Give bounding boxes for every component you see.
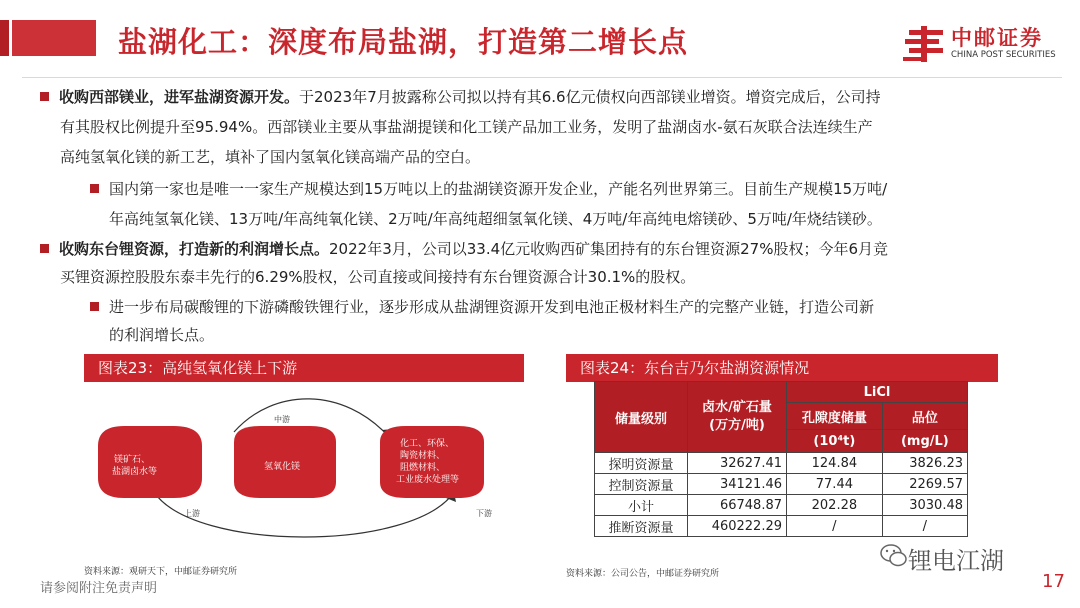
table-row — [595, 516, 968, 537]
header-accent-bar — [0, 20, 9, 56]
paragraph-2-text: 国内第一家也是唯一一家生产规模达到15万吨以上的盐湖镁资源开发企业，产能名列世界第三。目前生产规模15万吨/ — [109, 180, 888, 198]
square-bullet-icon — [90, 184, 99, 193]
figure-23-source: 资料来源：观研天下，中邮证券研究所 — [84, 567, 238, 577]
header-accent-block — [12, 20, 96, 56]
row-reserve: 124.84 — [787, 453, 883, 474]
paragraph-1-heading: 收购西部镁业，进军盐湖资源开发。 — [59, 88, 300, 106]
col-header-ore: 卤水/矿石量 (万方/吨) — [688, 382, 787, 453]
china-post-logo-icon — [903, 22, 947, 66]
upstream-text-2: 盐湖卤水等 — [112, 467, 158, 477]
watermark-text: 锂电江湖 — [908, 547, 1004, 575]
row-reserve: 77.44 — [787, 474, 883, 495]
row-ore: 460222.29 — [688, 516, 787, 537]
row-ore: 66748.87 — [688, 495, 787, 516]
label-downstream: 下游 — [476, 509, 492, 518]
row-reserve: / — [787, 516, 883, 537]
paragraph-4-text: 进一步布局碳酸锂的下游磷酸铁锂行业，逐步形成从盐湖锂资源开发到电池正极材料生产的完整产业链，打造公司新 — [109, 298, 875, 316]
lake-resource-table — [594, 381, 968, 537]
table-row — [595, 474, 968, 495]
row-name: 推断资源量 — [595, 516, 688, 537]
paragraph-3-text: 2022年3月，公司以33.4亿元收购西矿集团持有的东台锂资源27%股权；今年6月竞 — [329, 240, 889, 258]
paragraph-1-line-1 — [40, 82, 881, 112]
logo-english-name: CHINA POST SECURITIES — [951, 50, 1056, 60]
row-name: 控制资源量 — [595, 474, 688, 495]
row-grade: 3030.48 — [882, 495, 967, 516]
row-name: 探明资源量 — [595, 453, 688, 474]
row-grade: 3826.23 — [882, 453, 967, 474]
table-row — [595, 495, 968, 516]
col-header-reserve-unit: (10⁴t) — [787, 430, 883, 453]
page-number: 17 — [1042, 571, 1065, 592]
col-header-reserve: 孔隙度储量 — [787, 403, 883, 430]
square-bullet-icon — [40, 244, 49, 253]
company-logo — [903, 22, 1073, 66]
paragraph-3-line-1 — [40, 234, 888, 264]
row-ore: 32627.41 — [688, 453, 787, 474]
wechat-icon — [880, 543, 908, 569]
downstream-text-3: 阻燃材料、 — [400, 463, 446, 473]
upstream-text-1: 镁矿石、 — [114, 455, 151, 465]
col-header-grade: 储量级别 — [595, 382, 688, 453]
row-grade: 2269.57 — [882, 474, 967, 495]
table-row — [595, 453, 968, 474]
page-title: 盐湖化工：深度布局盐湖，打造第二增长点 — [118, 25, 689, 59]
paragraph-3-heading: 收购东台锂资源，打造新的利润增长点。 — [59, 240, 330, 258]
paragraph-4-line-1 — [90, 292, 874, 322]
col-header-licl: LiCl — [787, 382, 968, 403]
row-grade: / — [882, 516, 967, 537]
logo-chinese-name: 中邮证券 — [951, 26, 1043, 50]
row-name: 小计 — [595, 495, 688, 516]
square-bullet-icon — [40, 92, 49, 101]
midstream-text: 氢氧化镁 — [264, 462, 301, 472]
magnesium-value-chain-diagram — [84, 382, 524, 562]
node-downstream — [380, 426, 484, 498]
col-header-grade-mg: 品位 — [882, 403, 967, 430]
paragraph-3-line-2: 买锂资源控股股东泰丰先行的6.29%股权，公司直接或间接持有东台锂资源合计30.1%的股权。 — [60, 268, 696, 286]
downstream-text-1: 化工、环保、 — [400, 439, 455, 449]
paragraph-1-line-2: 有其股权比例提升至95.94%。西部镁业主要从事盐湖提镁和化工镁产品加工业务，发明了盐湖卤水-氨石灰联合法连续生产 — [60, 118, 873, 136]
figure-24-source: 资料来源：公司公告，中邮证券研究所 — [566, 569, 720, 579]
header-divider — [22, 77, 1062, 78]
figure-23-header: 图表23：高纯氢氧化镁上下游 — [84, 354, 524, 382]
label-upstream: 上游 — [184, 509, 200, 518]
paragraph-1-line-3: 高纯氢氧化镁的新工艺，填补了国内氢氧化镁高端产品的空白。 — [60, 148, 481, 166]
downstream-text-4: 工业废水处理等 — [396, 475, 460, 485]
label-midstream: 中游 — [274, 415, 290, 424]
row-reserve: 202.28 — [787, 495, 883, 516]
col-header-grade-unit: (mg/L) — [882, 430, 967, 453]
paragraph-2-line-2: 年高纯氢氧化镁、13万吨/年高纯氧化镁、2万吨/年高纯超细氢氧化镁、4万吨/年高纯电熔镁砂、5万吨/年烧结镁砂。 — [109, 210, 882, 228]
disclaimer-footer: 请参阅附注免责声明 — [40, 581, 158, 596]
downstream-text-2: 陶瓷材料、 — [400, 451, 446, 461]
paragraph-1-text: 于2023年7月披露称公司拟以持有其6.6亿元债权向西部镁业增资。增资完成后，公司持 — [299, 88, 881, 106]
row-ore: 34121.46 — [688, 474, 787, 495]
square-bullet-icon — [90, 302, 99, 311]
figure-24-header: 图表24：东台吉乃尔盐湖资源情况 — [566, 354, 998, 382]
paragraph-4-line-2: 的利润增长点。 — [109, 326, 215, 344]
paragraph-2-line-1 — [90, 174, 887, 204]
